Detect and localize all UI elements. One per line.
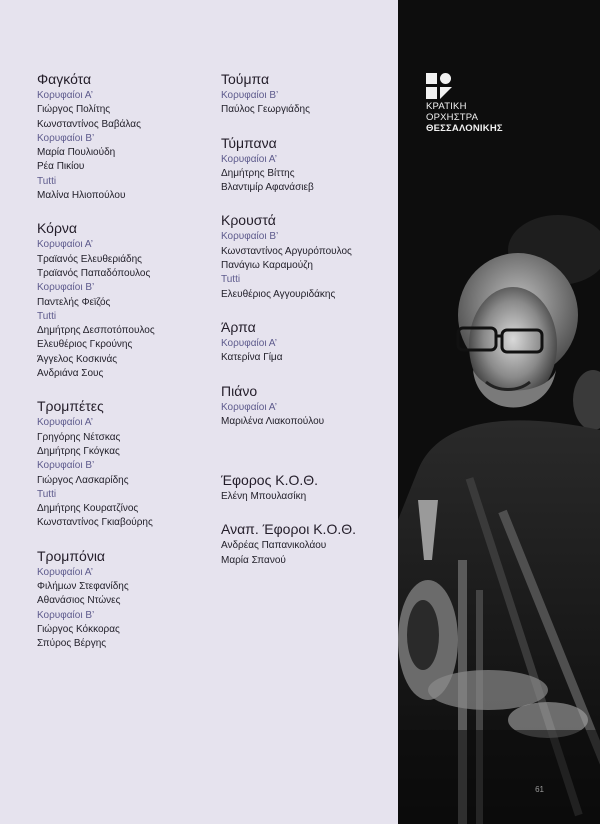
section-title: Τούμπα: [221, 71, 270, 87]
role-label: Tutti: [37, 175, 57, 187]
instrument-section: [221, 382, 396, 430]
role-label: Tutti: [221, 274, 241, 286]
musician-name: Ελευθέριος Αγγουριδάκης: [221, 288, 336, 300]
musician-name: Μαριλένα Λιακοπούλου: [221, 415, 325, 427]
section-title: Φαγκότα: [37, 71, 92, 87]
role-label: Κορυφαίοι Α’: [221, 337, 277, 349]
instrument-section: [37, 219, 212, 381]
musician-name: Μαλίνα Ηλιοπούλου: [37, 190, 126, 202]
role-label: Κορυφαίοι Β’: [37, 460, 95, 472]
musician-name: Άγγελος Κοσκινάς: [37, 353, 118, 365]
role-label: Κορυφαίοι Α’: [221, 401, 277, 413]
section-title: Τρομπόνια: [37, 547, 106, 564]
logo-line: ΟΡΧΗΣΤΡΑ: [426, 112, 479, 123]
section-title: Τρομπέτες: [37, 398, 104, 415]
musician-name: Παντελής Φεϊζός: [37, 296, 111, 308]
role-label: Tutti: [37, 310, 57, 322]
musician-name: Παύλος Γεωργιάδης: [221, 104, 310, 116]
musician-name: Κατερίνα Γίμα: [221, 352, 283, 364]
role-label: Κορυφαίοι Β’: [221, 90, 279, 101]
musician-name: Ανδρέας Παπανικολάου: [221, 540, 327, 552]
instrument-section: [221, 134, 396, 196]
musician-name: Δημήτρης Δεσποτόπουλος: [37, 325, 155, 337]
musician-name: Αθανάσιος Ντώνες: [37, 595, 121, 607]
orchestra-logo-text: [426, 101, 503, 134]
musician-name: Κωνσταντίνος Βαβάλας: [37, 118, 141, 130]
instrument-section: [221, 211, 396, 301]
musician-name: Φιλήμων Στεφανίδης: [37, 581, 129, 593]
roster-column-right: [221, 70, 396, 584]
role-label: Κορυφαίοι Α’: [221, 153, 277, 165]
musician-name: Ανδριάνα Σους: [37, 368, 104, 380]
musician-name: Σπύρος Βέργης: [37, 638, 107, 650]
musician-name: Τραϊανός Ελευθεριάδης: [37, 253, 142, 265]
musician-name: Μαρία Πουλιούδη: [37, 147, 116, 159]
section-title: Πιάνο: [221, 382, 258, 399]
instrument-section: [37, 547, 212, 652]
instrument-section: [37, 70, 212, 203]
orchestra-logo-icon: [426, 73, 452, 99]
role-label: Κορυφαίοι Α’: [37, 417, 93, 429]
instrument-section: [37, 397, 212, 530]
musician-name: Γιώργος Πολίτης: [37, 104, 111, 116]
musician-name: Μαρία Σπανού: [221, 554, 286, 566]
role-label: Κορυφαίοι Β’: [37, 132, 95, 144]
musician-name: Ελένη Μπουλασίκη: [221, 491, 307, 503]
musician-name: Δημήτρης Γκόγκας: [37, 445, 120, 457]
section-title: Κόρνα: [37, 220, 78, 237]
role-label: Κορυφαίοι Β’: [37, 282, 95, 294]
section-title: Κρουστά: [221, 212, 276, 229]
musician-name: Γρηγόρης Νέτσκας: [37, 431, 121, 443]
roster-column-left: [37, 70, 212, 668]
musician-name: Γιώργος Κόκκορας: [37, 623, 120, 635]
section-title: Αναπ. Έφοροι Κ.Ο.Θ.: [221, 521, 356, 538]
role-label: Κορυφαίοι Β’: [221, 231, 279, 243]
instrument-section: [221, 520, 396, 568]
section-title: Τύμπανα: [221, 134, 277, 151]
musician-name: Ελευθέριος Γκρούνης: [37, 339, 133, 351]
section-title: Έφορος Κ.Ο.Θ.: [221, 472, 319, 489]
section-title: Άρπα: [221, 318, 256, 335]
musician-name: Κωνσταντίνος Αργυρόπουλος: [221, 245, 352, 257]
role-label: Κορυφαίοι Α’: [37, 239, 93, 251]
musician-name: Γιώργος Λασκαρίδης: [37, 474, 129, 486]
musician-name: Πανάγιω Καραμούζη: [221, 260, 313, 272]
role-label: Κορυφαίοι Β’: [37, 609, 95, 621]
role-label: Tutti: [37, 488, 57, 500]
logo-line: ΘΕΣΣΑΛΟΝΙΚΗΣ: [426, 123, 503, 134]
instrument-section: [221, 471, 396, 504]
musician-name: Δημήτρης Βίττης: [221, 167, 295, 179]
musician-name: Κωνσταντίνος Γκιαβούρης: [37, 517, 153, 529]
role-label: Κορυφαίοι Α’: [37, 90, 93, 101]
page-number: 61: [535, 785, 544, 794]
musician-name: Τραϊανός Παπαδόπουλος: [37, 267, 151, 279]
musician-name: Ρέα Πικίου: [37, 161, 85, 173]
section-spacer: [221, 445, 396, 471]
logo-line: ΚΡΑΤΙΚΗ: [426, 101, 467, 112]
role-label: Κορυφαίοι Α’: [37, 566, 93, 578]
photo-panel: [398, 0, 600, 824]
musician-name: Δημήτρης Κουρατζίνος: [37, 503, 139, 515]
instrument-section: [221, 70, 396, 118]
instrument-section: [221, 318, 396, 366]
musician-name: Βλαντιμίρ Αφανάσιεβ: [221, 182, 314, 194]
